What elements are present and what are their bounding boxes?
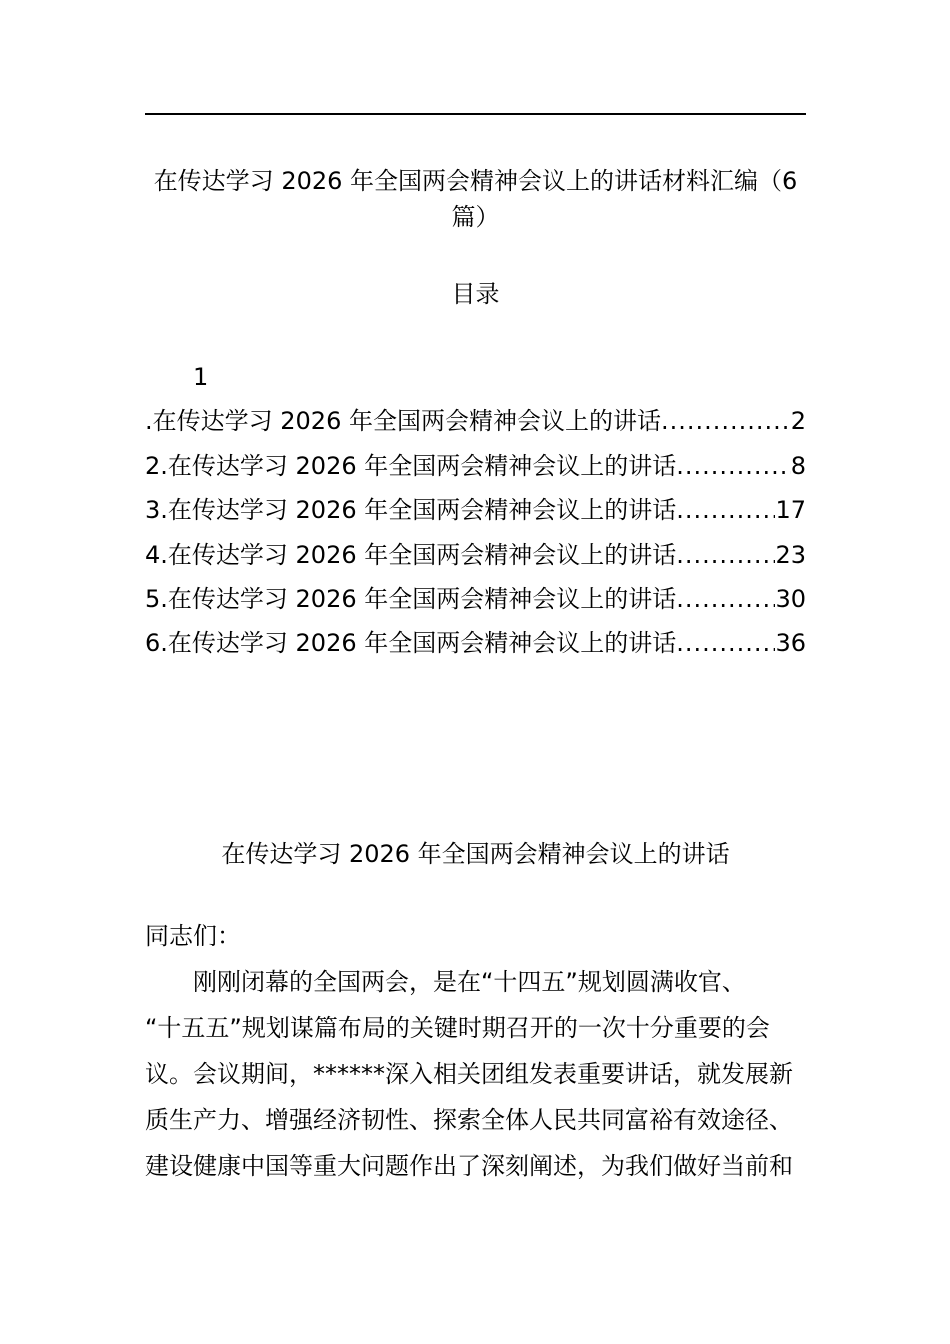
toc-entry[interactable] (145, 581, 806, 625)
toc-leader (676, 537, 775, 573)
toc-leader (676, 581, 775, 617)
paragraph-line: 议。会议期间，******深入相关团组发表重要讲话，就发展新 (145, 1060, 793, 1088)
toc-leader (676, 625, 775, 661)
body-text (145, 918, 806, 1194)
toc-entry-page: 2 (790, 407, 806, 436)
toc-heading: 目录 (451, 280, 500, 308)
table-of-contents (145, 359, 806, 670)
toc-entry-page: 36 (775, 629, 806, 658)
toc-entry-page: 30 (775, 584, 806, 613)
toc-entry-page: 8 (790, 451, 806, 480)
paragraph-line: “十五五”规划谋篇布局的关键时期召开的一次十分重要的会 (145, 1014, 770, 1042)
paragraph-line: 建设健康中国等重大问题作出了深刻阐述，为我们做好当前和 (145, 1152, 793, 1180)
title-line-2: 篇） (451, 203, 500, 231)
salutation: 同志们： (145, 922, 241, 950)
header-rule (145, 113, 806, 115)
toc-entry[interactable] (145, 492, 806, 536)
toc-entry[interactable] (145, 448, 806, 492)
toc-entry-label: 3.在传达学习 2026 年全国两会精神会议上的讲话 (145, 496, 677, 525)
toc-entry-label: 2.在传达学习 2026 年全国两会精神会议上的讲话 (145, 451, 677, 480)
title-line-1: 在传达学习 2026 年全国两会精神会议上的讲话材料汇编（6 (153, 167, 798, 195)
toc-entry-label: 5.在传达学习 2026 年全国两会精神会议上的讲话 (145, 584, 677, 613)
toc-entry-page: 17 (775, 496, 806, 525)
toc-entry-label: 6.在传达学习 2026 年全国两会精神会议上的讲话 (145, 629, 677, 658)
toc-leader (676, 448, 790, 484)
toc-leader (676, 492, 775, 528)
toc-entry-page: 23 (775, 540, 806, 569)
section-title: 在传达学习 2026 年全国两会精神会议上的讲话 (221, 840, 730, 868)
toc-entry[interactable] (145, 625, 806, 669)
toc-entry[interactable] (145, 537, 806, 581)
toc-entry-label: 4.在传达学习 2026 年全国两会精神会议上的讲话 (145, 540, 677, 569)
paragraph-line: 刚刚闭幕的全国两会，是在“十四五”规划圆满收官、 (193, 968, 746, 996)
toc-entry-label: .在传达学习 2026 年全国两会精神会议上的讲话 (145, 407, 661, 436)
toc-leader (661, 403, 791, 439)
toc-entry[interactable] (145, 403, 806, 447)
paragraph-line: 质生产力、增强经济韧性、探索全体人民共同富裕有效途径、 (145, 1106, 793, 1134)
toc-first-number: 1 (193, 363, 209, 391)
document-title (145, 163, 806, 235)
